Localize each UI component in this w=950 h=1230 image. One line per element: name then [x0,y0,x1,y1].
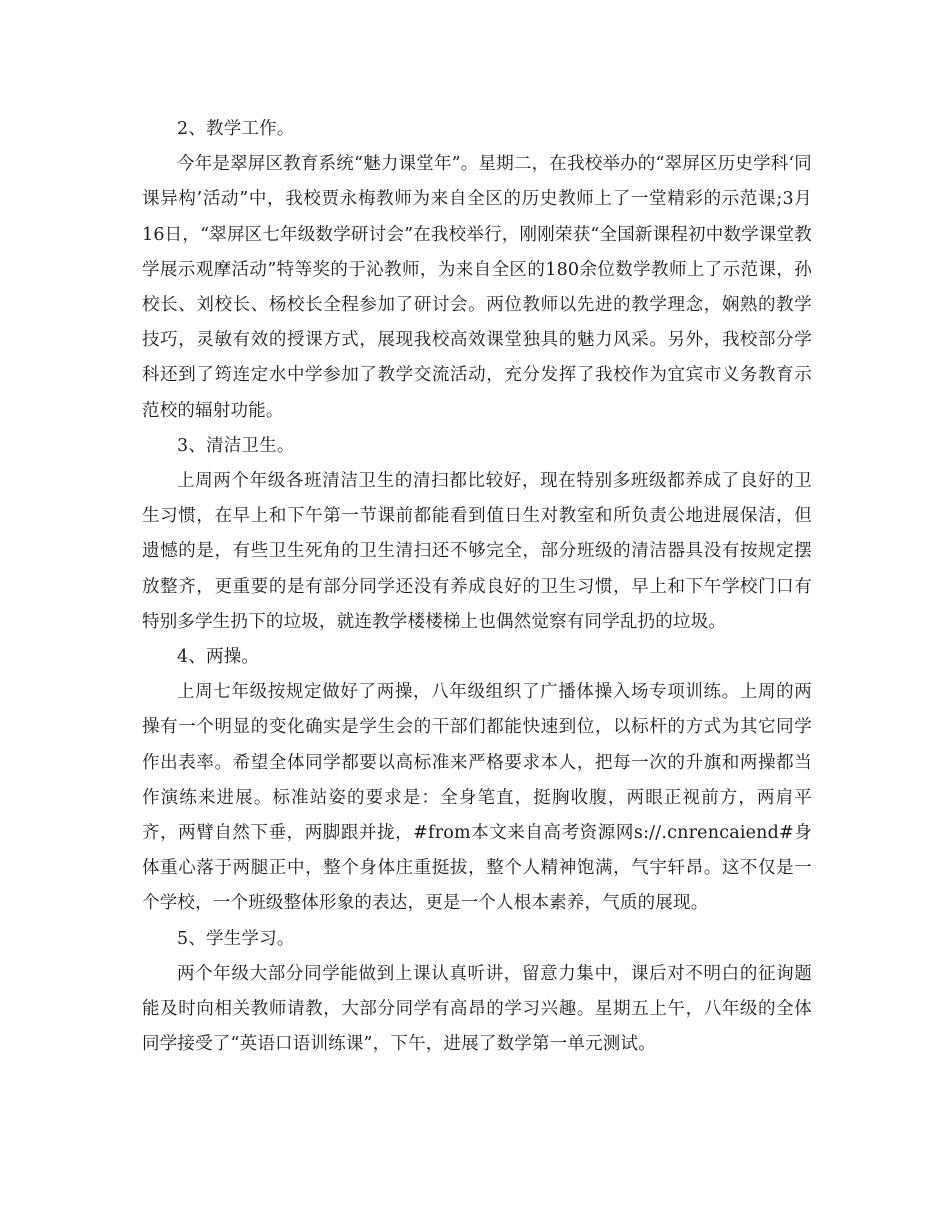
document-body [142,112,812,1062]
paragraph-teaching: 今年是翠屏区教育系统“魅力课堂年”。星期二，在我校举办的“翠屏区历史学科‘同课异构’活动”中，我校贾永梅教师为来自全区的历史教师上了一堂精彩的示范课;3月16日，“翠屏区七年级数学研讨会”在我校举行，刚刚荣获“全国新课程初中数学课堂教学展示观摩活动”特等奖的于沁教师，为来自全区的180余位数学教师上了示范课，孙校长、刘校长、杨校长全程参加了研讨会。两位教师以先进的教学理念，娴熟的教学技巧，灵敏有效的授课方式，展现我校高效课堂独具的魅力风采。另外，我校部分学科还到了筠连定水中学参加了教学交流活动，充分发挥了我校作为宜宾市义务教育示范校的辐射功能。 [142,154,812,421]
paragraph-exercises: 上周七年级按规定做好了两操，八年级组织了广播体操入场专项训练。上周的两操有一个明显的变化确实是学生会的干部们都能快速到位，以标杆的方式为其它同学作出表率。希望全体同学都要以高标准来严格要求本人，把每一次的升旗和两操都当作演练来进展。标准站姿的要求是：全身笔直，挺胸收腹，两眼正视前方，两肩平齐，两臂自然下垂，两脚跟并拢，#from本文来自高考资源网s://.cnrencaiend#身体重心落于两腿正中，整个身体庄重挺拔，整个人精神饱满，气宇轩昂。这不仅是一个学校，一个班级整体形象的表达，更是一个人根本素养，气质的展现。 [142,682,812,914]
section-heading-exercises: 4、两操。 [177,647,260,668]
paragraph-hygiene: 上周两个年级各班清洁卫生的清扫都比较好，现在特别多班级都养成了良好的卫生习惯，在早上和下午第一节课前都能看到值日生对教室和所负责公地进展保洁，但遗憾的是，有些卫生死角的卫生清扫还不够完全，部分班级的清洁器具没有按规定摆放整齐，更重要的是有部分同学还没有养成良好的卫生习惯，早上和下午学校门口有特别多学生扔下的垃圾，就连教学楼楼梯上也偶然觉察有同学乱扔的垃圾。 [142,471,812,632]
section-heading-study: 5、学生学习。 [177,928,295,949]
section-heading-hygiene: 3、清洁卫生。 [177,435,295,456]
section-heading-teaching: 2、教学工作。 [177,119,295,139]
paragraph-study: 两个年级大部分同学能做到上课认真听讲，留意力集中，课后对不明白的征询题能及时向相关教师请教，大部分同学有高昂的学习兴趣。星期五上午，八年级的全体同学接受了“英语口语训练课”，下午，进展了数学第一单元测试。 [142,963,812,1055]
